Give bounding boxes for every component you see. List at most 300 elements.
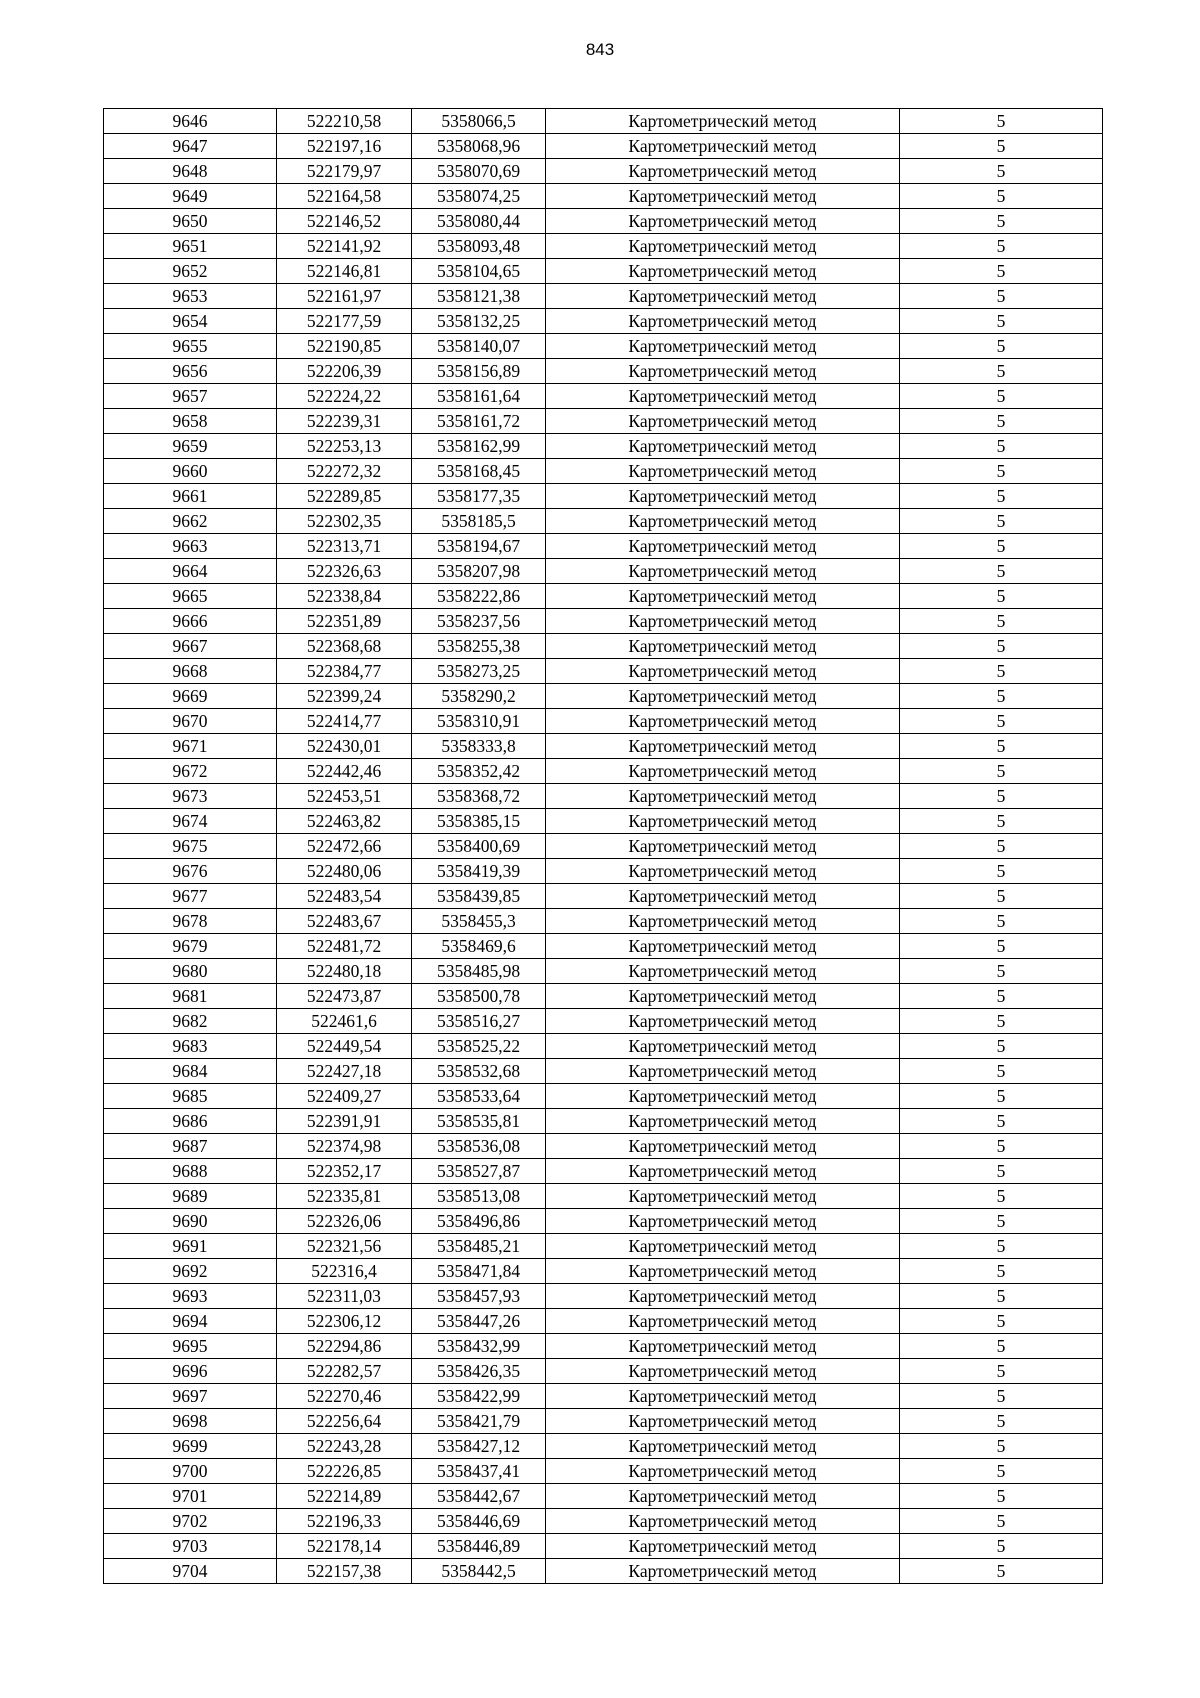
x-coordinate-cell: 522224,22 xyxy=(277,384,412,409)
accuracy-cell: 5 xyxy=(900,309,1103,334)
x-coordinate-cell: 522326,06 xyxy=(277,1209,412,1234)
accuracy-cell: 5 xyxy=(900,1134,1103,1159)
table-row xyxy=(104,1534,1103,1559)
table-row xyxy=(104,1459,1103,1484)
accuracy-cell: 5 xyxy=(900,859,1103,884)
point-number-cell: 9675 xyxy=(104,834,277,859)
point-number-cell: 9690 xyxy=(104,1209,277,1234)
y-coordinate-cell: 5358469,6 xyxy=(412,934,546,959)
x-coordinate-cell: 522414,77 xyxy=(277,709,412,734)
y-coordinate-cell: 5358446,89 xyxy=(412,1534,546,1559)
method-cell: Картометрический метод xyxy=(546,234,900,259)
method-cell: Картометрический метод xyxy=(546,1384,900,1409)
accuracy-cell: 5 xyxy=(900,784,1103,809)
x-coordinate-cell: 522243,28 xyxy=(277,1434,412,1459)
point-number-cell: 9695 xyxy=(104,1334,277,1359)
method-cell: Картометрический метод xyxy=(546,959,900,984)
y-coordinate-cell: 5358161,72 xyxy=(412,409,546,434)
x-coordinate-cell: 522473,87 xyxy=(277,984,412,1009)
point-number-cell: 9649 xyxy=(104,184,277,209)
point-number-cell: 9670 xyxy=(104,709,277,734)
accuracy-cell: 5 xyxy=(900,134,1103,159)
y-coordinate-cell: 5358500,78 xyxy=(412,984,546,1009)
y-coordinate-cell: 5358185,5 xyxy=(412,509,546,534)
method-cell: Картометрический метод xyxy=(546,434,900,459)
table-row xyxy=(104,559,1103,584)
point-number-cell: 9676 xyxy=(104,859,277,884)
point-number-cell: 9669 xyxy=(104,684,277,709)
y-coordinate-cell: 5358140,07 xyxy=(412,334,546,359)
point-number-cell: 9685 xyxy=(104,1084,277,1109)
table-row xyxy=(104,284,1103,309)
point-number-cell: 9655 xyxy=(104,334,277,359)
table-row xyxy=(104,1409,1103,1434)
table-row xyxy=(104,584,1103,609)
accuracy-cell: 5 xyxy=(900,959,1103,984)
y-coordinate-cell: 5358426,35 xyxy=(412,1359,546,1384)
method-cell: Картометрический метод xyxy=(546,1359,900,1384)
point-number-cell: 9688 xyxy=(104,1159,277,1184)
x-coordinate-cell: 522164,58 xyxy=(277,184,412,209)
table-row xyxy=(104,409,1103,434)
table-row xyxy=(104,1384,1103,1409)
accuracy-cell: 5 xyxy=(900,359,1103,384)
point-number-cell: 9693 xyxy=(104,1284,277,1309)
y-coordinate-cell: 5358104,65 xyxy=(412,259,546,284)
table-row xyxy=(104,259,1103,284)
accuracy-cell: 5 xyxy=(900,234,1103,259)
method-cell: Картометрический метод xyxy=(546,159,900,184)
y-coordinate-cell: 5358207,98 xyxy=(412,559,546,584)
point-number-cell: 9665 xyxy=(104,584,277,609)
point-number-cell: 9663 xyxy=(104,534,277,559)
y-coordinate-cell: 5358310,91 xyxy=(412,709,546,734)
table-row xyxy=(104,534,1103,559)
y-coordinate-cell: 5358168,45 xyxy=(412,459,546,484)
point-number-cell: 9701 xyxy=(104,1484,277,1509)
point-number-cell: 9696 xyxy=(104,1359,277,1384)
point-number-cell: 9671 xyxy=(104,734,277,759)
x-coordinate-cell: 522449,54 xyxy=(277,1034,412,1059)
method-cell: Картометрический метод xyxy=(546,1084,900,1109)
x-coordinate-cell: 522272,32 xyxy=(277,459,412,484)
x-coordinate-cell: 522351,89 xyxy=(277,609,412,634)
y-coordinate-cell: 5358471,84 xyxy=(412,1259,546,1284)
accuracy-cell: 5 xyxy=(900,609,1103,634)
x-coordinate-cell: 522178,14 xyxy=(277,1534,412,1559)
method-cell: Картометрический метод xyxy=(546,909,900,934)
x-coordinate-cell: 522190,85 xyxy=(277,334,412,359)
method-cell: Картометрический метод xyxy=(546,1284,900,1309)
x-coordinate-cell: 522453,51 xyxy=(277,784,412,809)
table-row xyxy=(104,1059,1103,1084)
table-row xyxy=(104,109,1103,134)
table-row xyxy=(104,359,1103,384)
point-number-cell: 9683 xyxy=(104,1034,277,1059)
y-coordinate-cell: 5358439,85 xyxy=(412,884,546,909)
method-cell: Картометрический метод xyxy=(546,109,900,134)
table-row xyxy=(104,209,1103,234)
table-row xyxy=(104,159,1103,184)
table-row xyxy=(104,434,1103,459)
method-cell: Картометрический метод xyxy=(546,1034,900,1059)
y-coordinate-cell: 5358080,44 xyxy=(412,209,546,234)
x-coordinate-cell: 522316,4 xyxy=(277,1259,412,1284)
point-number-cell: 9661 xyxy=(104,484,277,509)
point-number-cell: 9660 xyxy=(104,459,277,484)
accuracy-cell: 5 xyxy=(900,659,1103,684)
y-coordinate-cell: 5358368,72 xyxy=(412,784,546,809)
y-coordinate-cell: 5358442,67 xyxy=(412,1484,546,1509)
point-number-cell: 9673 xyxy=(104,784,277,809)
table-row xyxy=(104,1009,1103,1034)
accuracy-cell: 5 xyxy=(900,284,1103,309)
accuracy-cell: 5 xyxy=(900,484,1103,509)
method-cell: Картометрический метод xyxy=(546,1509,900,1534)
point-number-cell: 9648 xyxy=(104,159,277,184)
accuracy-cell: 5 xyxy=(900,1309,1103,1334)
x-coordinate-cell: 522179,97 xyxy=(277,159,412,184)
x-coordinate-cell: 522141,92 xyxy=(277,234,412,259)
x-coordinate-cell: 522146,81 xyxy=(277,259,412,284)
table-row xyxy=(104,759,1103,784)
point-number-cell: 9667 xyxy=(104,634,277,659)
method-cell: Картометрический метод xyxy=(546,809,900,834)
method-cell: Картометрический метод xyxy=(546,1534,900,1559)
method-cell: Картометрический метод xyxy=(546,759,900,784)
accuracy-cell: 5 xyxy=(900,634,1103,659)
x-coordinate-cell: 522430,01 xyxy=(277,734,412,759)
accuracy-cell: 5 xyxy=(900,684,1103,709)
point-number-cell: 9668 xyxy=(104,659,277,684)
point-number-cell: 9686 xyxy=(104,1109,277,1134)
table-row xyxy=(104,1209,1103,1234)
point-number-cell: 9702 xyxy=(104,1509,277,1534)
method-cell: Картометрический метод xyxy=(546,834,900,859)
method-cell: Картометрический метод xyxy=(546,1309,900,1334)
method-cell: Картометрический метод xyxy=(546,1459,900,1484)
x-coordinate-cell: 522289,85 xyxy=(277,484,412,509)
accuracy-cell: 5 xyxy=(900,1459,1103,1484)
method-cell: Картометрический метод xyxy=(546,584,900,609)
method-cell: Картометрический метод xyxy=(546,934,900,959)
table-row xyxy=(104,1109,1103,1134)
table-row xyxy=(104,984,1103,1009)
accuracy-cell: 5 xyxy=(900,509,1103,534)
accuracy-cell: 5 xyxy=(900,809,1103,834)
point-number-cell: 9651 xyxy=(104,234,277,259)
y-coordinate-cell: 5358447,26 xyxy=(412,1309,546,1334)
method-cell: Картометрический метод xyxy=(546,1409,900,1434)
accuracy-cell: 5 xyxy=(900,984,1103,1009)
x-coordinate-cell: 522196,33 xyxy=(277,1509,412,1534)
x-coordinate-cell: 522427,18 xyxy=(277,1059,412,1084)
x-coordinate-cell: 522374,98 xyxy=(277,1134,412,1159)
accuracy-cell: 5 xyxy=(900,184,1103,209)
accuracy-cell: 5 xyxy=(900,884,1103,909)
y-coordinate-cell: 5358421,79 xyxy=(412,1409,546,1434)
method-cell: Картометрический метод xyxy=(546,259,900,284)
table-row xyxy=(104,1509,1103,1534)
x-coordinate-cell: 522352,17 xyxy=(277,1159,412,1184)
method-cell: Картометрический метод xyxy=(546,334,900,359)
y-coordinate-cell: 5358513,08 xyxy=(412,1184,546,1209)
point-number-cell: 9652 xyxy=(104,259,277,284)
method-cell: Картометрический метод xyxy=(546,1259,900,1284)
accuracy-cell: 5 xyxy=(900,734,1103,759)
point-number-cell: 9684 xyxy=(104,1059,277,1084)
x-coordinate-cell: 522480,06 xyxy=(277,859,412,884)
method-cell: Картометрический метод xyxy=(546,1484,900,1509)
y-coordinate-cell: 5358132,25 xyxy=(412,309,546,334)
table-row xyxy=(104,959,1103,984)
x-coordinate-cell: 522157,38 xyxy=(277,1559,412,1584)
x-coordinate-cell: 522391,91 xyxy=(277,1109,412,1134)
method-cell: Картометрический метод xyxy=(546,709,900,734)
point-number-cell: 9681 xyxy=(104,984,277,1009)
y-coordinate-cell: 5358177,35 xyxy=(412,484,546,509)
point-number-cell: 9650 xyxy=(104,209,277,234)
table-row xyxy=(104,1334,1103,1359)
table-row xyxy=(104,809,1103,834)
accuracy-cell: 5 xyxy=(900,1059,1103,1084)
point-number-cell: 9677 xyxy=(104,884,277,909)
method-cell: Картометрический метод xyxy=(546,784,900,809)
accuracy-cell: 5 xyxy=(900,534,1103,559)
y-coordinate-cell: 5358535,81 xyxy=(412,1109,546,1134)
x-coordinate-cell: 522335,81 xyxy=(277,1184,412,1209)
method-cell: Картометрический метод xyxy=(546,1009,900,1034)
y-coordinate-cell: 5358532,68 xyxy=(412,1059,546,1084)
accuracy-cell: 5 xyxy=(900,209,1103,234)
y-coordinate-cell: 5358527,87 xyxy=(412,1159,546,1184)
method-cell: Картометрический метод xyxy=(546,1209,900,1234)
x-coordinate-cell: 522239,31 xyxy=(277,409,412,434)
method-cell: Картометрический метод xyxy=(546,184,900,209)
accuracy-cell: 5 xyxy=(900,709,1103,734)
table-row xyxy=(104,634,1103,659)
point-number-cell: 9698 xyxy=(104,1409,277,1434)
point-number-cell: 9691 xyxy=(104,1234,277,1259)
y-coordinate-cell: 5358068,96 xyxy=(412,134,546,159)
y-coordinate-cell: 5358333,8 xyxy=(412,734,546,759)
x-coordinate-cell: 522368,68 xyxy=(277,634,412,659)
table-row xyxy=(104,509,1103,534)
x-coordinate-cell: 522210,58 xyxy=(277,109,412,134)
method-cell: Картометрический метод xyxy=(546,559,900,584)
accuracy-cell: 5 xyxy=(900,334,1103,359)
method-cell: Картометрический метод xyxy=(546,484,900,509)
x-coordinate-cell: 522306,12 xyxy=(277,1309,412,1334)
table-row xyxy=(104,859,1103,884)
method-cell: Картометрический метод xyxy=(546,1559,900,1584)
point-number-cell: 9687 xyxy=(104,1134,277,1159)
x-coordinate-cell: 522409,27 xyxy=(277,1084,412,1109)
accuracy-cell: 5 xyxy=(900,109,1103,134)
table-row xyxy=(104,609,1103,634)
y-coordinate-cell: 5358385,15 xyxy=(412,809,546,834)
x-coordinate-cell: 522399,24 xyxy=(277,684,412,709)
y-coordinate-cell: 5358437,41 xyxy=(412,1459,546,1484)
x-coordinate-cell: 522197,16 xyxy=(277,134,412,159)
method-cell: Картометрический метод xyxy=(546,209,900,234)
point-number-cell: 9694 xyxy=(104,1309,277,1334)
x-coordinate-cell: 522253,13 xyxy=(277,434,412,459)
method-cell: Картометрический метод xyxy=(546,459,900,484)
point-number-cell: 9657 xyxy=(104,384,277,409)
y-coordinate-cell: 5358422,99 xyxy=(412,1384,546,1409)
method-cell: Картометрический метод xyxy=(546,409,900,434)
point-number-cell: 9678 xyxy=(104,909,277,934)
method-cell: Картометрический метод xyxy=(546,609,900,634)
accuracy-cell: 5 xyxy=(900,1334,1103,1359)
accuracy-cell: 5 xyxy=(900,409,1103,434)
x-coordinate-cell: 522270,46 xyxy=(277,1384,412,1409)
accuracy-cell: 5 xyxy=(900,384,1103,409)
x-coordinate-cell: 522463,82 xyxy=(277,809,412,834)
point-number-cell: 9659 xyxy=(104,434,277,459)
table-row xyxy=(104,1084,1103,1109)
method-cell: Картометрический метод xyxy=(546,884,900,909)
point-number-cell: 9654 xyxy=(104,309,277,334)
method-cell: Картометрический метод xyxy=(546,1334,900,1359)
method-cell: Картометрический метод xyxy=(546,1134,900,1159)
point-number-cell: 9674 xyxy=(104,809,277,834)
table-row xyxy=(104,1284,1103,1309)
point-number-cell: 9689 xyxy=(104,1184,277,1209)
table-row xyxy=(104,459,1103,484)
table-row xyxy=(104,684,1103,709)
method-cell: Картометрический метод xyxy=(546,659,900,684)
table-row xyxy=(104,484,1103,509)
table-row xyxy=(104,384,1103,409)
table-row xyxy=(104,1159,1103,1184)
method-cell: Картометрический метод xyxy=(546,359,900,384)
point-number-cell: 9704 xyxy=(104,1559,277,1584)
y-coordinate-cell: 5358222,86 xyxy=(412,584,546,609)
x-coordinate-cell: 522480,18 xyxy=(277,959,412,984)
table-row xyxy=(104,1034,1103,1059)
y-coordinate-cell: 5358156,89 xyxy=(412,359,546,384)
accuracy-cell: 5 xyxy=(900,1284,1103,1309)
table-row xyxy=(104,734,1103,759)
point-number-cell: 9672 xyxy=(104,759,277,784)
method-cell: Картометрический метод xyxy=(546,1434,900,1459)
method-cell: Картометрический метод xyxy=(546,634,900,659)
method-cell: Картометрический метод xyxy=(546,384,900,409)
table-row xyxy=(104,1559,1103,1584)
table-row xyxy=(104,309,1103,334)
point-number-cell: 9653 xyxy=(104,284,277,309)
method-cell: Картометрический метод xyxy=(546,1234,900,1259)
y-coordinate-cell: 5358161,64 xyxy=(412,384,546,409)
y-coordinate-cell: 5358516,27 xyxy=(412,1009,546,1034)
x-coordinate-cell: 522161,97 xyxy=(277,284,412,309)
y-coordinate-cell: 5358162,99 xyxy=(412,434,546,459)
method-cell: Картометрический метод xyxy=(546,1159,900,1184)
y-coordinate-cell: 5358194,67 xyxy=(412,534,546,559)
method-cell: Картометрический метод xyxy=(546,309,900,334)
y-coordinate-cell: 5358457,93 xyxy=(412,1284,546,1309)
table-row xyxy=(104,934,1103,959)
accuracy-cell: 5 xyxy=(900,1484,1103,1509)
accuracy-cell: 5 xyxy=(900,1084,1103,1109)
method-cell: Картометрический метод xyxy=(546,534,900,559)
accuracy-cell: 5 xyxy=(900,459,1103,484)
table-row xyxy=(104,1184,1103,1209)
y-coordinate-cell: 5358496,86 xyxy=(412,1209,546,1234)
accuracy-cell: 5 xyxy=(900,1109,1103,1134)
method-cell: Картометрический метод xyxy=(546,134,900,159)
x-coordinate-cell: 522442,46 xyxy=(277,759,412,784)
table-row xyxy=(104,659,1103,684)
y-coordinate-cell: 5358485,98 xyxy=(412,959,546,984)
x-coordinate-cell: 522206,39 xyxy=(277,359,412,384)
point-number-cell: 9658 xyxy=(104,409,277,434)
accuracy-cell: 5 xyxy=(900,1159,1103,1184)
accuracy-cell: 5 xyxy=(900,434,1103,459)
table-row xyxy=(104,334,1103,359)
method-cell: Картометрический метод xyxy=(546,684,900,709)
accuracy-cell: 5 xyxy=(900,1559,1103,1584)
accuracy-cell: 5 xyxy=(900,1434,1103,1459)
table-row xyxy=(104,709,1103,734)
accuracy-cell: 5 xyxy=(900,1184,1103,1209)
y-coordinate-cell: 5358432,99 xyxy=(412,1334,546,1359)
x-coordinate-cell: 522321,56 xyxy=(277,1234,412,1259)
x-coordinate-cell: 522313,71 xyxy=(277,534,412,559)
point-number-cell: 9682 xyxy=(104,1009,277,1034)
y-coordinate-cell: 5358273,25 xyxy=(412,659,546,684)
point-number-cell: 9679 xyxy=(104,934,277,959)
y-coordinate-cell: 5358419,39 xyxy=(412,859,546,884)
point-number-cell: 9656 xyxy=(104,359,277,384)
y-coordinate-cell: 5358255,38 xyxy=(412,634,546,659)
point-number-cell: 9700 xyxy=(104,1459,277,1484)
x-coordinate-cell: 522481,72 xyxy=(277,934,412,959)
x-coordinate-cell: 522338,84 xyxy=(277,584,412,609)
table-row xyxy=(104,1434,1103,1459)
accuracy-cell: 5 xyxy=(900,1534,1103,1559)
x-coordinate-cell: 522256,64 xyxy=(277,1409,412,1434)
x-coordinate-cell: 522302,35 xyxy=(277,509,412,534)
accuracy-cell: 5 xyxy=(900,759,1103,784)
y-coordinate-cell: 5358427,12 xyxy=(412,1434,546,1459)
accuracy-cell: 5 xyxy=(900,1259,1103,1284)
table-row xyxy=(104,1309,1103,1334)
y-coordinate-cell: 5358485,21 xyxy=(412,1234,546,1259)
x-coordinate-cell: 522483,54 xyxy=(277,884,412,909)
y-coordinate-cell: 5358442,5 xyxy=(412,1559,546,1584)
y-coordinate-cell: 5358237,56 xyxy=(412,609,546,634)
y-coordinate-cell: 5358074,25 xyxy=(412,184,546,209)
table-row xyxy=(104,909,1103,934)
table-row xyxy=(104,1484,1103,1509)
point-number-cell: 9703 xyxy=(104,1534,277,1559)
x-coordinate-cell: 522294,86 xyxy=(277,1334,412,1359)
y-coordinate-cell: 5358536,08 xyxy=(412,1134,546,1159)
y-coordinate-cell: 5358290,2 xyxy=(412,684,546,709)
table-row xyxy=(104,834,1103,859)
table-row xyxy=(104,234,1103,259)
method-cell: Картометрический метод xyxy=(546,859,900,884)
method-cell: Картометрический метод xyxy=(546,1184,900,1209)
x-coordinate-cell: 522472,66 xyxy=(277,834,412,859)
method-cell: Картометрический метод xyxy=(546,984,900,1009)
page-number: 843 xyxy=(585,40,615,59)
x-coordinate-cell: 522384,77 xyxy=(277,659,412,684)
method-cell: Картометрический метод xyxy=(546,284,900,309)
